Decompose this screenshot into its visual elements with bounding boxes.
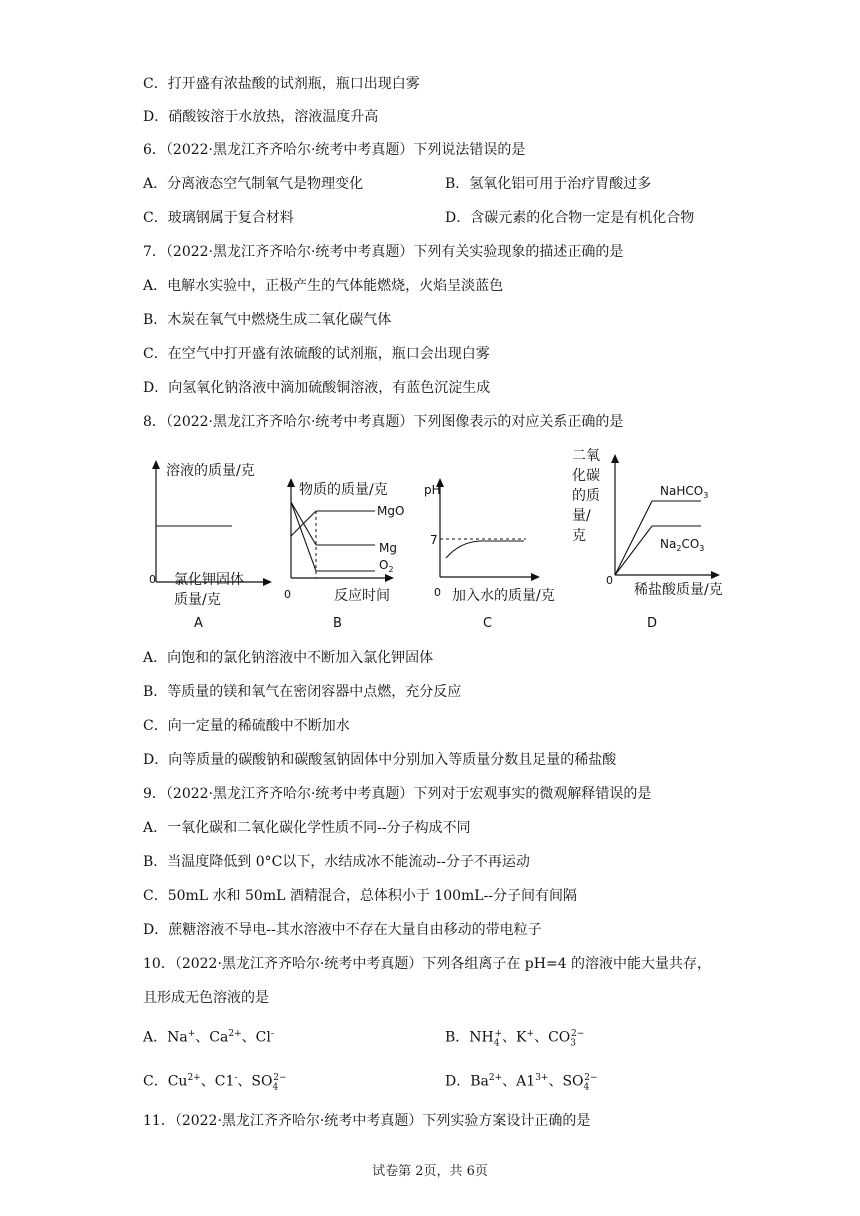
- question-11: 11．（2022·黑龙江齐齐哈尔·统考中考真题）下列实验方案设计正确的是: [143, 1113, 591, 1129]
- q7-option-a: A．电解水实验中，正极产生的气体能燃烧，火焰呈淡蓝色: [143, 278, 504, 294]
- chart-c-caption: C: [483, 616, 493, 631]
- q8-option-b: B．等质量的镁和氧气在密闭容器中点燃，充分反应: [143, 684, 462, 700]
- q5-option-c: C．打开盛有浓盐酸的试剂瓶，瓶口出现白雾: [143, 76, 420, 92]
- q8-option-c: C．向一定量的稀硫酸中不断加水: [143, 718, 350, 734]
- chart-d: [568, 448, 748, 632]
- chart-d-y-arrow: [611, 454, 619, 463]
- chart-a: [140, 452, 270, 632]
- chart-d-xlabel: 稀盐酸质量/克: [634, 582, 723, 598]
- q6-option-c: C．玻璃钢属于复合材料: [143, 210, 294, 226]
- chart-a-origin: 0: [149, 573, 156, 586]
- q9-option-c: C．50mL 水和 50mL 酒精混合，总体积小于 100mL--分子间有间隔: [143, 888, 578, 904]
- chart-b-y-arrow: [287, 478, 295, 487]
- chart-b-origin: 0: [284, 588, 291, 601]
- chart-b-label-o2: $O_2$: [379, 558, 394, 574]
- chart-c-origin: 0: [434, 586, 441, 599]
- q10-option-b: B．$NH_4^+$、K+、$CO_3^{2-}$: [445, 1029, 585, 1049]
- chart-b-caption: B: [333, 616, 342, 631]
- chart-d-ylabel-5: 克: [572, 528, 586, 544]
- chart-b-label-mgo: MgO: [377, 504, 405, 518]
- chart-a-xlabel2: 质量/克: [174, 592, 221, 608]
- chart-c-ylabel: pH: [424, 483, 441, 497]
- chart-d-ylabel-2: 化碳: [572, 468, 600, 484]
- question-10: 10．（2022·黑龙江齐齐哈尔·统考中考真题）下列各组离子在 pH=4 的溶液中能大量共存，: [143, 956, 712, 972]
- q10-option-c: C．$Cu^{2+}$、C1-、$SO_4^{2-}$: [143, 1073, 287, 1093]
- q6-option-d: D．含碳元素的化合物一定是有机化合物: [445, 210, 695, 226]
- chart-b-mg-fall: [291, 502, 316, 545]
- q7-option-d: D．向氢氧化钠洛液中滴加硫酸铜溶液，有蓝色沉淀生成: [143, 380, 491, 396]
- question-9: 9．（2022·黑龙江齐齐哈尔·统考中考真题）下列对于宏观事实的微观解释错误的是: [143, 786, 652, 802]
- chart-a-x-arrow: [263, 578, 272, 586]
- chart-d-caption: D: [647, 616, 658, 631]
- question-6: 6．（2022·黑龙江齐齐哈尔·统考中考真题）下列说法错误的是: [143, 142, 526, 158]
- chart-b-x-arrow: [385, 574, 394, 582]
- chart-d-origin: 0: [606, 574, 613, 587]
- chart-c-tick-7: 7: [430, 533, 438, 547]
- chart-d-na2co3-rise: [615, 526, 652, 575]
- question-8: 8．（2022·黑龙江齐齐哈尔·统考中考真题）下列图像表示的对应关系正确的是: [143, 414, 624, 430]
- chart-b-ylabel: 物质的质量/克: [299, 482, 388, 498]
- q10-option-d: D．$Ba^{2+}$、$A1^{3+}$、$SO_4^{2-}$: [445, 1073, 598, 1093]
- chart-c-x-arrow: [531, 573, 540, 581]
- chart-c: [420, 472, 580, 632]
- chart-a-ylabel: 溶液的质量/克: [166, 463, 255, 479]
- q9-option-a: A．一氧化碳和二氧化碳化学性质不同--分子构成不同: [143, 820, 471, 836]
- question-10-cont: 且形成无色溶液的是: [143, 990, 269, 1006]
- q6-option-b: B．氢氧化铝可用于治疗胃酸过多: [445, 176, 652, 192]
- question-7: 7．（2022·黑龙江齐齐哈尔·统考中考真题）下列有关实验现象的描述正确的是: [143, 244, 624, 260]
- chart-b-label-mg: Mg: [379, 541, 397, 555]
- chart-b-xlabel: 反应时间: [334, 588, 390, 604]
- chart-d-ylabel-3: 的质: [572, 488, 600, 504]
- chart-b-o2-fall: [291, 502, 316, 571]
- chart-a-xlabel1: 氯化钾固体: [174, 572, 244, 588]
- q5-option-d: D．硝酸铵溶于水放热，溶液温度升高: [143, 109, 379, 125]
- chart-d-ylabel-4: 量/: [572, 508, 591, 524]
- chart-d-label-nahco3: NaHCO$_3$: [660, 484, 709, 500]
- q6-option-a: A．分离液态空气制氧气是物理变化: [143, 176, 364, 192]
- chart-d-nahco3-rise: [615, 501, 652, 575]
- chart-c-curve: [446, 541, 524, 558]
- chart-a-caption: A: [194, 616, 203, 631]
- chart-d-ylabel-1: 二氧: [572, 448, 600, 464]
- q8-option-a: A．向饱和的氯化钠溶液中不断加入氯化钾固体: [143, 650, 434, 666]
- q9-option-d: D．蔗糖溶液不导电--其水溶液中不存在大量自由移动的带电粒子: [143, 922, 542, 938]
- chart-b: [278, 472, 408, 632]
- q10-option-a: A．Na+、$Ca^{2+}$、Cl-: [143, 1029, 274, 1046]
- chart-d-label-na2co3: $Na_2CO_3$: [660, 537, 705, 553]
- chart-c-xlabel: 加入水的质量/克: [452, 588, 555, 604]
- chart-a-y-arrow: [152, 460, 160, 469]
- q7-option-b: B．木炭在氧气中燃烧生成二氧化碳气体: [143, 312, 392, 328]
- chart-d-x-arrow: [711, 571, 720, 579]
- q9-option-b: B．当温度降低到 0°C以下，水结成冰不能流动--分子不再运动: [143, 854, 530, 870]
- q7-option-c: C．在空气中打开盛有浓硫酸的试剂瓶，瓶口会出现白雾: [143, 346, 490, 362]
- q8-option-d: D．向等质量的碳酸钠和碳酸氢钠固体中分别加入等质量分数且足量的稀盐酸: [143, 752, 617, 768]
- page-footer: 试卷第 2页，共 6页: [372, 1164, 488, 1179]
